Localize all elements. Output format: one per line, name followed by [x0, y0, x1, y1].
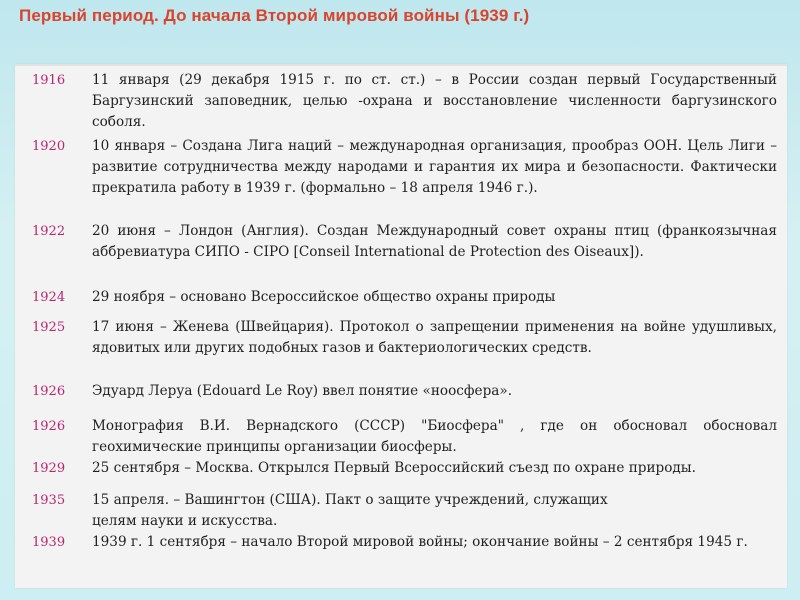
entry-year: 1939	[32, 535, 66, 550]
entry-text: Монография В.И. Вернадского (СССР) "Биосфера" , где он обосновал обосновал геохимические принципы организации биосферы.	[92, 418, 777, 455]
entry-text: 10 января – Создана Лига наций – международная организация, прообраз ООН. Цель Лиги – развитие сотрудничества между народами и гарантия их мира и безопасности. Фактически прекратила работу в 1939 г. (формально – 18 апреля 1946 г.).	[92, 138, 777, 196]
entry-text: Эдуард Леруа (Edouard Le Roy) ввел понятие «ноосфера».	[92, 383, 513, 399]
entry-year: 1924	[32, 290, 66, 305]
entry-text: 1939 г. 1 сентября – начало Второй мировой войны; окончание войны – 2 сентября 1945 г.	[92, 534, 748, 550]
entry-year: 1926	[32, 419, 66, 434]
timeline-panel	[15, 64, 787, 588]
entry-text: 20 июня – Лондон (Англия). Создан Международный совет охраны птиц (франкоязычная аббревиатура СИПО - CIPO [Conseil International de Protection des Oiseaux]).	[92, 223, 777, 260]
entry-text: 17 июня – Женева (Швейцария). Протокол о запрещении применения на войне удушливых, ядовитых или других подобных газов и бактериологических средств.	[92, 319, 777, 356]
entry-text-line: целям науки и искусства.	[92, 513, 278, 529]
entry-year: 1925	[32, 320, 66, 335]
entry-year: 1926	[32, 384, 66, 399]
entry-text	[92, 490, 777, 532]
entry-year: 1916	[32, 73, 66, 88]
slide-title: Первый период. До начала Второй мировой войны (1939 г.)	[19, 6, 530, 25]
entry-text: 29 ноября – основано Всероссийское общество охраны природы	[92, 289, 556, 305]
entry-year: 1920	[32, 139, 66, 154]
entry-year: 1929	[32, 461, 66, 476]
entry-text: 25 сентября – Москва. Открылся Первый Всероссийский съезд по охране природы.	[92, 460, 696, 476]
entry-year: 1922	[32, 224, 66, 239]
entry-year: 1935	[32, 493, 66, 508]
entry-text-line: 15 апреля. – Вашингтон (США). Пакт о защите учреждений, служащих	[92, 492, 608, 508]
entry-text: 11 января (29 декабря 1915 г. по ст. ст.) – в России создан первый Государственный Баргузинский заповедник, целью -охрана и восстановление численности баргузинского соболя.	[92, 72, 777, 130]
